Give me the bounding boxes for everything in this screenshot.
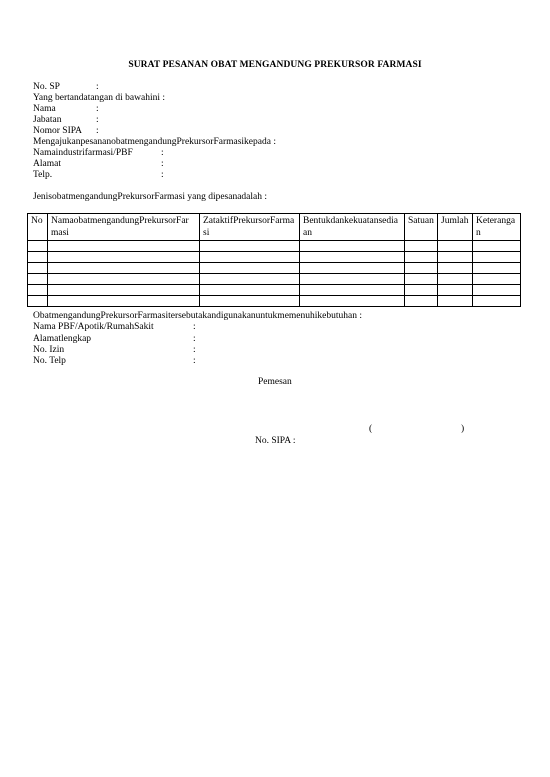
- buyer-field-izin: [33, 345, 196, 356]
- table-cell[interactable]: [438, 241, 473, 252]
- field-label: Namaindustrifarmasi/PBF: [33, 148, 133, 158]
- table-cell[interactable]: [300, 241, 405, 252]
- table-cell[interactable]: [405, 263, 438, 274]
- table-cell[interactable]: [300, 285, 405, 296]
- field-label: Alamat: [33, 159, 61, 169]
- field-colon: :: [161, 170, 164, 180]
- field-label: Alamatlengkap: [33, 334, 92, 344]
- field-label: Nama: [33, 104, 56, 114]
- col-header-nama-obat: NamaobatmengandungPrekursorFarmasi: [48, 214, 200, 241]
- field-colon: :: [193, 322, 196, 332]
- table-cell[interactable]: [405, 252, 438, 263]
- document-title: SURAT PESANAN OBAT MENGANDUNG PREKURSOR FARMASI: [128, 60, 422, 70]
- table-cell[interactable]: [28, 285, 48, 296]
- table-cell[interactable]: [473, 252, 521, 263]
- field-nomor-sipa: [33, 126, 99, 137]
- field-colon: :: [161, 159, 164, 169]
- table-cell[interactable]: [438, 285, 473, 296]
- field-label: Nama PBF/Apotik/RumahSakit: [33, 322, 154, 332]
- table-cell[interactable]: [473, 285, 521, 296]
- table-cell[interactable]: [438, 296, 473, 307]
- table-cell[interactable]: [28, 274, 48, 285]
- field-label: No. Telp: [33, 356, 66, 366]
- field-industri-pbf: [33, 148, 164, 159]
- col-header-jumlah: Jumlah: [438, 214, 473, 241]
- field-label: No. SP: [33, 82, 60, 92]
- table-cell[interactable]: [200, 285, 300, 296]
- field-no-sp: [33, 82, 99, 93]
- table-cell[interactable]: [473, 296, 521, 307]
- field-label: Yang bertandatangan di bawahini :: [33, 93, 166, 103]
- col-header-satuan: Satuan: [405, 214, 438, 241]
- field-colon: :: [161, 148, 164, 158]
- table-cell[interactable]: [48, 263, 200, 274]
- table-cell[interactable]: [28, 241, 48, 252]
- field-signer-intro: [33, 93, 165, 104]
- signature-close-paren: ): [461, 424, 465, 434]
- field-jabatan: [33, 115, 99, 126]
- table-cell[interactable]: [438, 263, 473, 274]
- table-cell[interactable]: [48, 296, 200, 307]
- field-colon: :: [96, 104, 99, 114]
- col-header-no: No: [28, 214, 48, 241]
- table-cell[interactable]: [300, 296, 405, 307]
- field-label: MengajukanpesananobatmengandungPrekursorFarmasikepada :: [33, 137, 276, 147]
- field-nama: [33, 104, 99, 115]
- col-header-bentuk-kekuatan: Bentukdankekuatansediaan: [300, 214, 405, 241]
- table-cell[interactable]: [300, 274, 405, 285]
- table-cell[interactable]: [200, 296, 300, 307]
- table-cell[interactable]: [438, 252, 473, 263]
- field-label: No. Izin: [33, 345, 65, 355]
- table-row: [28, 241, 521, 252]
- signature-open-paren: (: [369, 424, 373, 434]
- order-table: [27, 213, 521, 307]
- field-label: Telp.: [33, 170, 53, 180]
- table-cell[interactable]: [200, 241, 300, 252]
- table-cell[interactable]: [200, 263, 300, 274]
- table-cell[interactable]: [473, 263, 521, 274]
- field-colon: :: [96, 82, 99, 92]
- table-row: [28, 285, 521, 296]
- signature-role: Pemesan: [258, 377, 292, 387]
- signature-sipa-label: No. SIPA :: [255, 436, 296, 446]
- table-cell[interactable]: [473, 241, 521, 252]
- table-cell[interactable]: [28, 296, 48, 307]
- table-cell[interactable]: [405, 285, 438, 296]
- field-label: Nomor SIPA: [33, 126, 83, 136]
- table-cell[interactable]: [473, 274, 521, 285]
- usage-statement: ObatmengandungPrekursorFarmasitersebutakandigunakanuntukmemenuhikebutuhan :: [33, 311, 362, 321]
- buyer-field-nama: [33, 322, 196, 333]
- table-cell[interactable]: [405, 296, 438, 307]
- field-colon: :: [193, 345, 196, 355]
- table-header-row: [28, 214, 521, 241]
- field-colon: :: [96, 115, 99, 125]
- table-row: [28, 296, 521, 307]
- field-label: Jabatan: [33, 115, 62, 125]
- buyer-field-alamat: [33, 334, 196, 345]
- col-header-zat-aktif: ZataktifPrekursorFarmasi: [200, 214, 300, 241]
- field-colon: :: [193, 356, 196, 366]
- table-cell[interactable]: [48, 285, 200, 296]
- col-header-keterangan: Keterangan: [473, 214, 521, 241]
- table-cell[interactable]: [405, 241, 438, 252]
- table-cell[interactable]: [48, 252, 200, 263]
- field-alamat: [33, 159, 164, 170]
- buyer-field-telp: [33, 356, 196, 367]
- table-row: [28, 274, 521, 285]
- field-telp: [33, 170, 164, 181]
- table-row: [28, 263, 521, 274]
- field-colon: :: [96, 126, 99, 136]
- field-order-intro: [33, 137, 276, 148]
- table-cell[interactable]: [300, 263, 405, 274]
- table-cell[interactable]: [48, 274, 200, 285]
- order-list-intro: JenisobatmengandungPrekursorFarmasi yang dipesanadalah :: [33, 192, 268, 202]
- table-cell[interactable]: [48, 241, 200, 252]
- table-cell[interactable]: [200, 274, 300, 285]
- table-cell[interactable]: [405, 274, 438, 285]
- table-cell[interactable]: [438, 274, 473, 285]
- field-colon: :: [193, 334, 196, 344]
- table-cell[interactable]: [200, 252, 300, 263]
- table-cell[interactable]: [28, 252, 48, 263]
- table-cell[interactable]: [300, 252, 405, 263]
- table-cell[interactable]: [28, 263, 48, 274]
- table-row: [28, 252, 521, 263]
